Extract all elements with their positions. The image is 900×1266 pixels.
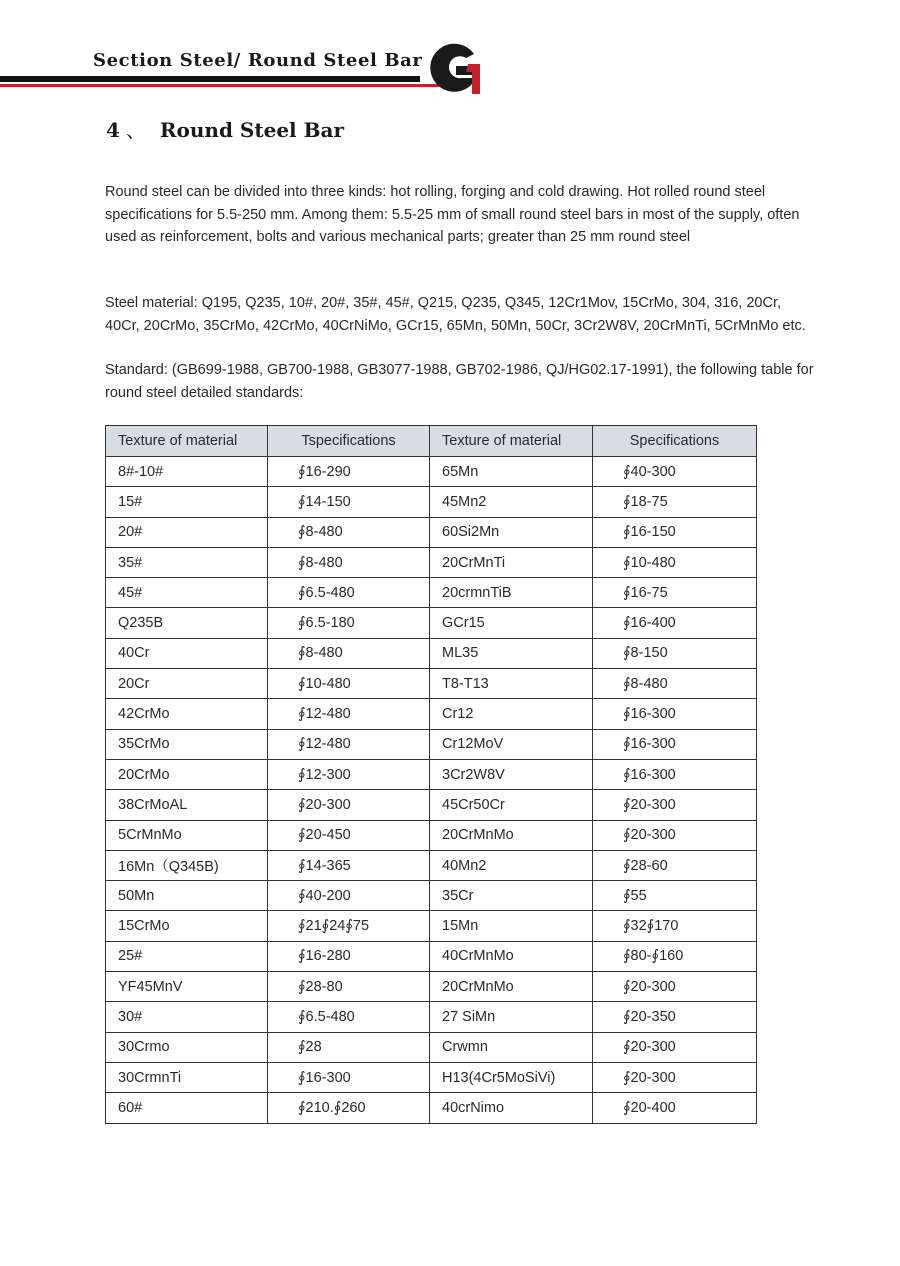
material-left-cell: YF45MnV [106,972,268,1002]
spec-left-cell: ∮8-480 [268,638,430,668]
spec-left-cell: ∮8-480 [268,547,430,577]
section-title [106,114,344,143]
material-right-cell: 20CrMnMo [430,820,593,850]
table-row [106,1093,757,1123]
spec-right-cell: ∮80-∮160 [593,941,757,971]
spec-left-cell: ∮16-280 [268,941,430,971]
column-header-spec-right: Specifications [593,426,757,457]
table-row [106,547,757,577]
spec-right-cell: ∮16-75 [593,578,757,608]
material-right-cell: 3Cr2W8V [430,759,593,789]
material-right-cell: GCr15 [430,608,593,638]
spec-left-cell: ∮6.5-480 [268,578,430,608]
spec-right-cell: ∮16-300 [593,729,757,759]
spec-right-cell: ∮16-150 [593,517,757,547]
material-left-cell: 60# [106,1093,268,1123]
spec-right-cell: ∮20-300 [593,1062,757,1092]
table-row [106,699,757,729]
intro-paragraph: Round steel can be divided into three kinds: hot rolling, forging and cold drawing. Hot rolled round steel specifications for 5.5-250 mm. Among them: 5.5-25 mm of small round steel bars in most of the supply, often used as reinforcement, bolts and various mechanical parts; greater than 25 mm round steel [105,184,800,245]
table-row [106,517,757,547]
table-row [106,1062,757,1092]
spec-right-cell: ∮16-300 [593,699,757,729]
material-right-cell: Cr12MoV [430,729,593,759]
spec-left-cell: ∮12-300 [268,759,430,789]
material-left-cell: 40Cr [106,638,268,668]
material-right-cell: 15Mn [430,911,593,941]
spec-left-cell: ∮20-300 [268,790,430,820]
column-header-material-left: Texture of material [106,426,268,457]
header-black-rule [0,76,420,82]
material-right-cell: 27 SiMn [430,1002,593,1032]
spec-left-cell: ∮12-480 [268,699,430,729]
material-right-cell: Cr12 [430,699,593,729]
column-header-spec-left: Tspecifications [268,426,430,457]
spec-left-cell: ∮40-200 [268,881,430,911]
spec-right-cell: ∮20-350 [593,1002,757,1032]
material-left-cell: 15# [106,487,268,517]
spec-left-cell: ∮16-300 [268,1062,430,1092]
material-left-cell: 35CrMo [106,729,268,759]
material-right-cell: 65Mn [430,457,593,487]
material-right-cell: 20CrMnMo [430,972,593,1002]
spec-left-cell: ∮28-80 [268,972,430,1002]
material-left-cell: 30Crmo [106,1032,268,1062]
spec-right-cell: ∮20-300 [593,820,757,850]
spec-right-cell: ∮20-300 [593,1032,757,1062]
material-left-cell: 20# [106,517,268,547]
material-right-cell: 40Mn2 [430,850,593,880]
material-left-cell: 30# [106,1002,268,1032]
spec-left-cell: ∮20-450 [268,820,430,850]
table-row [106,759,757,789]
table-row [106,457,757,487]
spec-right-cell: ∮16-300 [593,759,757,789]
table-body [106,457,757,1124]
spec-right-cell: ∮28-60 [593,850,757,880]
table-row [106,608,757,638]
spec-left-cell: ∮14-365 [268,850,430,880]
material-right-cell: 20crmnTiB [430,578,593,608]
spec-left-cell: ∮6.5-480 [268,1002,430,1032]
material-left-cell: 8#-10# [106,457,268,487]
table-row [106,669,757,699]
spec-right-cell: ∮20-300 [593,972,757,1002]
spec-left-cell: ∮16-290 [268,457,430,487]
material-left-cell: 25# [106,941,268,971]
spec-right-cell: ∮16-400 [593,608,757,638]
spec-left-cell: ∮10-480 [268,669,430,699]
spec-right-cell: ∮20-300 [593,790,757,820]
spec-left-cell: ∮6.5-180 [268,608,430,638]
spec-left-cell: ∮210.∮260 [268,1093,430,1123]
section-heading: Round Steel Bar [159,118,345,142]
table-row [106,578,757,608]
material-right-cell: 40crNimo [430,1093,593,1123]
material-right-cell: H13(4Cr5MoSiVi) [430,1062,593,1092]
material-right-cell: 40CrMnMo [430,941,593,971]
table-row [106,487,757,517]
section-number: 4 [106,118,120,142]
round-steel-spec-table [105,425,757,1124]
spec-left-cell: ∮28 [268,1032,430,1062]
spec-right-cell: ∮32∮170 [593,911,757,941]
page-header [0,0,900,100]
material-left-cell: 20Cr [106,669,268,699]
table-row [106,790,757,820]
table-row [106,729,757,759]
material-right-cell: ML35 [430,638,593,668]
spec-right-cell: ∮20-400 [593,1093,757,1123]
section-separator: 、 [125,118,146,142]
material-right-cell: 45Cr50Cr [430,790,593,820]
material-left-cell: 15CrMo [106,911,268,941]
table-row [106,911,757,941]
material-right-cell: 20CrMnTi [430,547,593,577]
material-left-cell: 20CrMo [106,759,268,789]
material-right-cell: 45Mn2 [430,487,593,517]
header-title: Section Steel/ Round Steel Bar [93,50,423,71]
material-left-cell: 38CrMoAL [106,790,268,820]
spec-left-cell: ∮12-480 [268,729,430,759]
column-header-material-right: Texture of material [430,426,593,457]
material-left-cell: 35# [106,547,268,577]
table-row [106,972,757,1002]
material-left-cell: 16Mn（Q345B) [106,850,268,880]
spec-right-cell: ∮40-300 [593,457,757,487]
material-left-cell: Q235B [106,608,268,638]
material-left-cell: 42CrMo [106,699,268,729]
table-row [106,1032,757,1062]
material-right-cell: 35Cr [430,881,593,911]
g1-logo-icon [426,40,484,94]
table-header-row [106,426,757,457]
table-row [106,850,757,880]
table-row [106,820,757,850]
spec-left-cell: ∮21∮24∮75 [268,911,430,941]
spec-right-cell: ∮18-75 [593,487,757,517]
spec-left-cell: ∮8-480 [268,517,430,547]
material-left-cell: 45# [106,578,268,608]
header-red-rule [0,84,445,87]
material-left-cell: 30CrmnTi [106,1062,268,1092]
spec-right-cell: ∮55 [593,881,757,911]
spec-right-cell: ∮8-480 [593,669,757,699]
table-row [106,881,757,911]
table-row [106,941,757,971]
material-left-cell: 50Mn [106,881,268,911]
table-row [106,638,757,668]
material-right-cell: 60Si2Mn [430,517,593,547]
material-right-cell: T8-T13 [430,669,593,699]
material-left-cell: 5CrMnMo [106,820,268,850]
standard-paragraph: Standard: (GB699-1988, GB700-1988, GB3077-1988, GB702-1986, QJ/HG02.17-1991), the following table for round steel detailed standards: [105,362,814,401]
steel-material-paragraph: Steel material: Q195, Q235, 10#, 20#, 35#, 45#, Q215, Q235, Q345, 12Cr1Mov, 15CrMo, 304, 316, 20Cr, 40Cr, 20CrMo, 35CrMo, 42CrMo, 40CrNiMo, GCr15, 65Mn, 50Mn, 50Cr, 3Cr2W8V, 20CrMnTi, 5CrMnMo etc. [105,295,806,334]
table-row [106,1002,757,1032]
material-right-cell: Crwmn [430,1032,593,1062]
spec-left-cell: ∮14-150 [268,487,430,517]
spec-right-cell: ∮10-480 [593,547,757,577]
spec-right-cell: ∮8-150 [593,638,757,668]
